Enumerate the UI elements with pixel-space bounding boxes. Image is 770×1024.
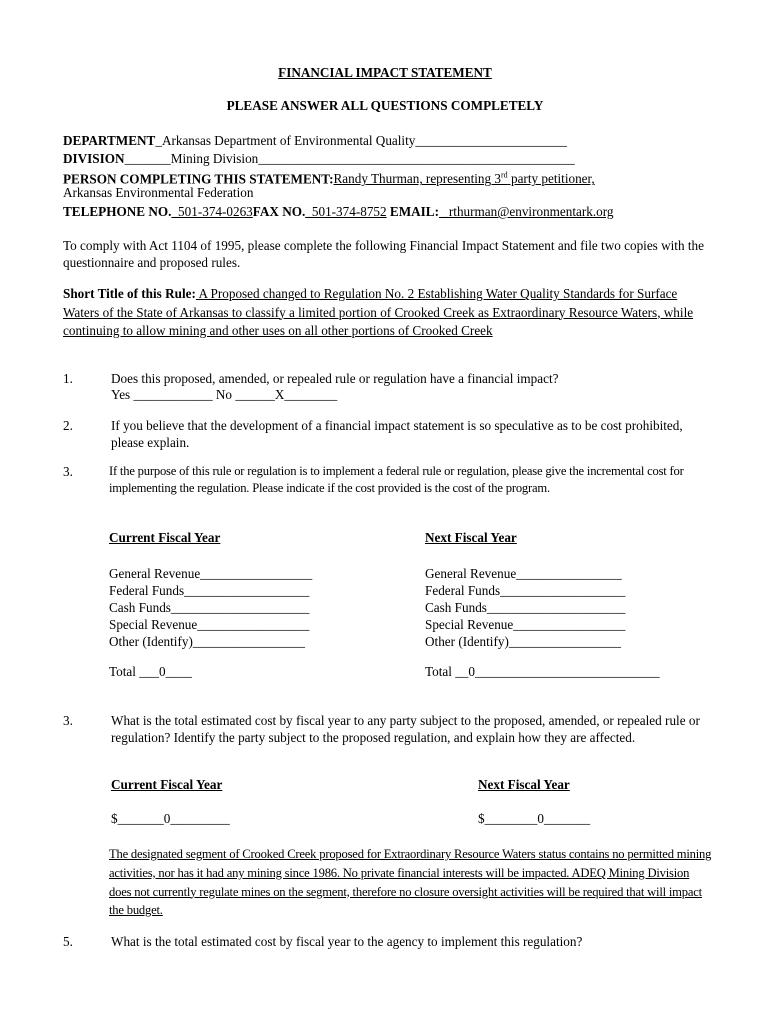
funds-line: General Revenue_________________ — [109, 566, 313, 581]
q5-number: 5. — [63, 934, 73, 949]
person-role: party petitioner, — [507, 171, 595, 187]
division-value: _______Mining Division________________________________________________ — [124, 151, 575, 166]
q3b-next-heading: Next Fiscal Year — [478, 777, 570, 792]
person-label: PERSON COMPLETING THIS STATEMENT: — [63, 171, 334, 187]
q3b-current-heading: Current Fiscal Year — [111, 777, 223, 792]
funds-line: Other (Identify)_________________ — [425, 634, 621, 649]
funds-line: Federal Funds___________________ — [425, 583, 626, 598]
ordinal-suffix: rd — [501, 171, 508, 180]
division-label: DIVISION — [63, 151, 125, 166]
fax-label: FAX NO. — [252, 204, 306, 219]
q3-current-heading: Current Fiscal Year — [109, 530, 221, 545]
email-label: EMAIL: — [386, 204, 439, 219]
q3-next-total: Total __0____________________________ — [425, 664, 660, 679]
q2-text: If you believe that the development of a financial impact statement is so speculative as to be cost prohibited, please explain. — [111, 418, 683, 450]
short-title-label: Short Title of this Rule: — [63, 286, 196, 301]
funds-line: Federal Funds___________________ — [109, 583, 310, 598]
document-title: FINANCIAL IMPACT STATEMENT — [278, 65, 492, 80]
short-title-text: A Proposed changed to Regulation No. 2 Establishing Water Quality Standards for Surface Waters of the State of Arkansas to classify a limited portion of Crooked Creek as Extraordinary Resource Waters, while continuing to allow mining and other uses on all other portions of Crooked Creek — [63, 286, 694, 338]
funds-line: Special Revenue_________________ — [109, 617, 310, 632]
q3b-next-value: $________0_______ — [478, 811, 591, 826]
q3-current-total: Total ___0____ — [109, 664, 192, 679]
q3b-current-value: $_______0_________ — [111, 811, 230, 826]
person-value — [334, 171, 595, 186]
q3-next-heading: Next Fiscal Year — [425, 530, 517, 545]
q3b-explanation: The designated segment of Crooked Creek proposed for Extraordinary Resource Waters status contains no permitted mining activities, nor has it had any mining since 1986. No private financial interests will be impacted. ADEQ Mining Division does not currently regulate mines on the segment, therefore no closure oversight activities will be required that will impact the budget. — [109, 847, 712, 918]
department-value: _Arkansas Department of Environmental Quality_______________________ — [155, 133, 568, 148]
document-subtitle: PLEASE ANSWER ALL QUESTIONS COMPLETELY — [226, 98, 544, 113]
telephone-label: TELEPHONE NO. — [63, 204, 172, 219]
q1-text: Does this proposed, amended, or repealed rule or regulation have a financial impact? — [111, 371, 559, 386]
q3b-text: What is the total estimated cost by fiscal year to any party subject to the proposed, amended, or repealed rule or regulation? Identify the party subject to the proposed regulation, and explain how they are affected. — [111, 713, 700, 745]
q3b-number: 3. — [63, 713, 73, 728]
fax-value: _501-374-8752 — [305, 204, 387, 219]
person-org: Arkansas Environmental Federation — [63, 185, 254, 200]
department-label: DEPARTMENT — [63, 133, 156, 148]
q1-answer: Yes ____________ No ______X________ — [111, 387, 338, 402]
q5-text: What is the total estimated cost by fiscal year to the agency to implement this regulation? — [111, 934, 583, 949]
email-value: _rthurman@environmentark.org — [439, 204, 614, 219]
q2-number: 2. — [63, 418, 73, 433]
q3-text: If the purpose of this rule or regulation is to implement a federal rule or regulation, please give the incremental cost for implementing the regulation. Please indicate if the cost provided is the cost of the program. — [109, 464, 684, 495]
funds-line: General Revenue________________ — [425, 566, 622, 581]
short-title-paragraph — [63, 285, 713, 341]
person-name: Randy Thurman, representing 3 — [333, 171, 502, 187]
intro-paragraph: To comply with Act 1104 of 1995, please complete the following Financial Impact Statement and file two copies with the questionnaire and proposed rules. — [63, 238, 704, 270]
contact-row — [63, 203, 614, 220]
q3-next-funds — [425, 565, 625, 650]
division-row — [63, 150, 575, 167]
funds-line: Other (Identify)_________________ — [109, 634, 305, 649]
funds-line: Cash Funds_____________________ — [109, 600, 310, 615]
q1-number: 1. — [63, 371, 73, 386]
funds-line: Special Revenue_________________ — [425, 617, 626, 632]
funds-line: Cash Funds_____________________ — [425, 600, 626, 615]
q3-number: 3. — [63, 464, 73, 479]
department-row — [63, 132, 567, 149]
q3-current-funds — [109, 565, 312, 650]
telephone-value: _501-374-0263 — [171, 204, 253, 219]
